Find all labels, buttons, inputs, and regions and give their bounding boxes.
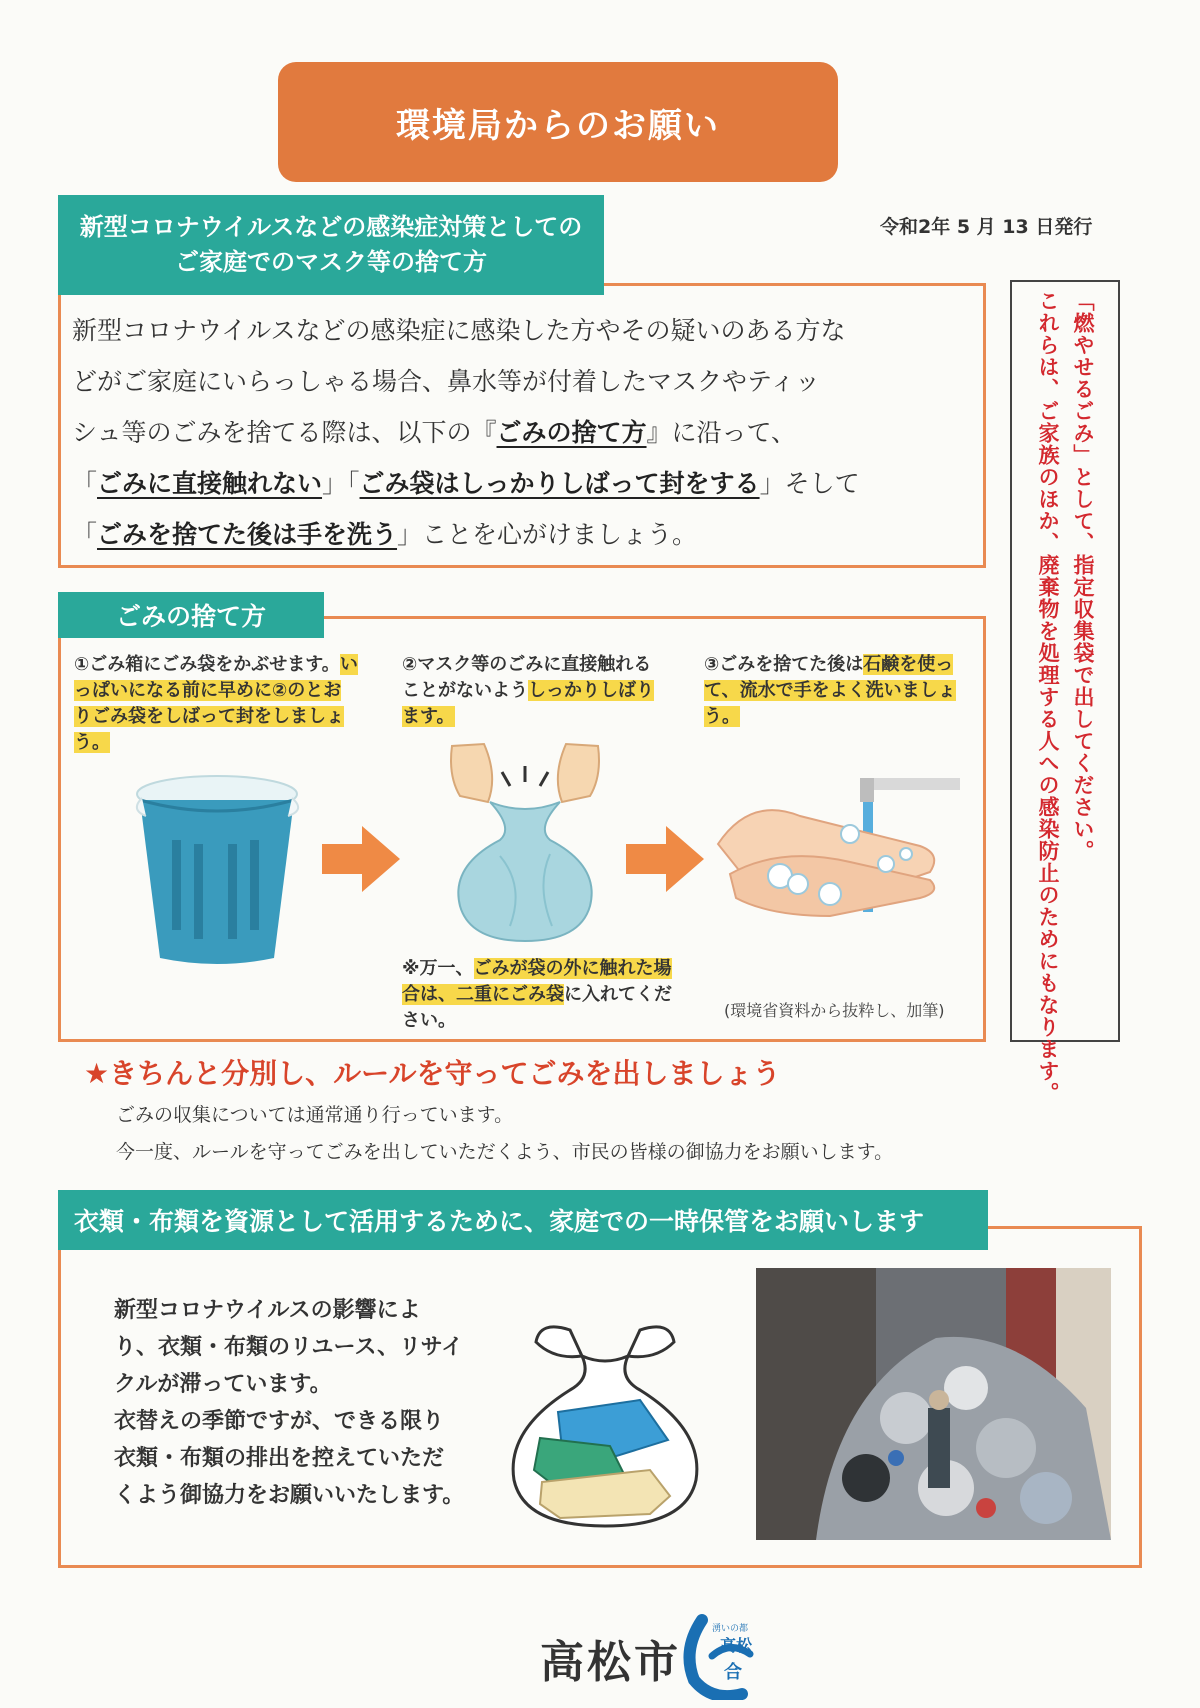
body-line: くよう御協力をお願いいたします。 [114, 1483, 465, 1508]
section3-body [114, 1292, 494, 1514]
body-text: 」そして [759, 469, 860, 498]
banner-title: 環境局からのお願い [396, 105, 720, 146]
section3-heading [58, 1190, 988, 1250]
body-line [72, 458, 972, 509]
logo-mark: 合 [724, 1662, 742, 1683]
body-line: クルが滞っています。 [114, 1372, 332, 1397]
rules-line1: ごみの収集については通常通り行っています。 [116, 1104, 514, 1126]
side-note-line1: 「燃やせるごみ」として、指定収集袋で出してください。 [1071, 290, 1095, 862]
issue-date: 令和2年 5 月 13 日発行 [880, 216, 1093, 238]
body-text: 「 [72, 469, 98, 498]
body-line: 衣類・布類の排出を控えていただ [114, 1446, 445, 1471]
body-text: ことを心がけましょう。 [422, 520, 698, 549]
step2-text [402, 652, 667, 730]
city-name: 高松市 [540, 1637, 681, 1688]
trash-can-illustration [132, 770, 302, 970]
body-line: 新型コロナウイルスなどの感染症に感染した方やその疑いのある方な [72, 316, 846, 345]
step-text: ②マスク等のごみに直接触れることがないよう [402, 654, 652, 701]
body-line: り、衣類・布類のリユース、リサイ [114, 1335, 464, 1360]
clothes-bag-illustration [500, 1320, 710, 1530]
body-text: 」「 [322, 469, 360, 498]
section1-heading [58, 195, 604, 295]
body-text: 「 [72, 520, 98, 549]
source-note: (環境省資料から抜粋し、加筆) [724, 1001, 945, 1020]
caution-tail: に入れてください。 [402, 984, 672, 1031]
section1-title-line1: 新型コロナウイルスなどの感染症対策としての [79, 213, 583, 242]
highlight-text: ごみに直接触れない [97, 469, 323, 498]
rules-title: ★きちんと分別し、ルールを守ってごみを出しましょう [84, 1057, 781, 1090]
step3-text [704, 652, 966, 730]
highlight-text: ごみの捨て方 [496, 418, 647, 447]
side-note-line2: これらは、ご家族のほか、廃棄物を処理する人への感染防止のためにもなります。 [1036, 290, 1060, 1104]
tied-bag-illustration [440, 736, 610, 946]
hand-washing-illustration [710, 776, 960, 926]
body-text: 」 [397, 520, 423, 549]
caution-text [402, 956, 672, 1034]
body-line [72, 407, 972, 458]
section1-body [72, 305, 972, 560]
step1-text [74, 652, 359, 756]
highlight-text: ごみ袋はしっかりしばって封をする [359, 469, 760, 498]
body-line [72, 509, 972, 560]
caution-prefix: ※万一、 [402, 958, 474, 979]
step-text: ③ごみを捨てた後は [704, 654, 864, 675]
section2-heading [58, 592, 324, 638]
step-highlight: いっぱいになる前に早めに②のとおりごみ袋をしばって封をしましょう。 [74, 654, 358, 753]
step-text: ①ごみ箱にごみ袋をかぶせます。 [74, 654, 340, 675]
body-text: シュ等のごみを捨てる際は、以下の『 [72, 418, 497, 447]
body-line: 衣替えの季節ですが、できる限り [114, 1409, 445, 1434]
body-line: どがご家庭にいらっしゃる場合、鼻水等が付着したマスクやティッ [72, 367, 821, 396]
step-highlight: しっかりしばります。 [402, 680, 654, 727]
section2-title: ごみの捨て方 [115, 602, 266, 631]
logo-wordmark: 高松 [720, 1636, 753, 1655]
side-note-frame [1010, 280, 1120, 1042]
rules-line2: 今一度、ルールを守ってごみを出していただくよう、市民の皆様の御協力をお願いします。 [116, 1141, 894, 1163]
section3-title: 衣類・布類を資源として活用するために、家庭での一時保管をお願いします [74, 1207, 925, 1236]
arrow-right-icon [626, 826, 704, 892]
logo-tagline: 湧いの都 [712, 1624, 749, 1634]
page-banner [278, 62, 838, 182]
body-text: 』に沿って、 [646, 418, 797, 447]
caution-highlight: ごみが袋の外に触れた場合は、二重にごみ袋 [402, 958, 672, 1005]
arrow-right-icon [322, 826, 400, 892]
waste-facility-photo [756, 1268, 1111, 1540]
step-highlight: 石鹸を使って、流水で手をよく洗いましょう。 [704, 654, 956, 727]
body-line: 新型コロナウイルスの影響によ [114, 1298, 421, 1323]
section1-title-line2: ご家庭でのマスク等の捨て方 [175, 248, 487, 276]
highlight-text: ごみを捨てた後は手を洗う [97, 520, 398, 549]
